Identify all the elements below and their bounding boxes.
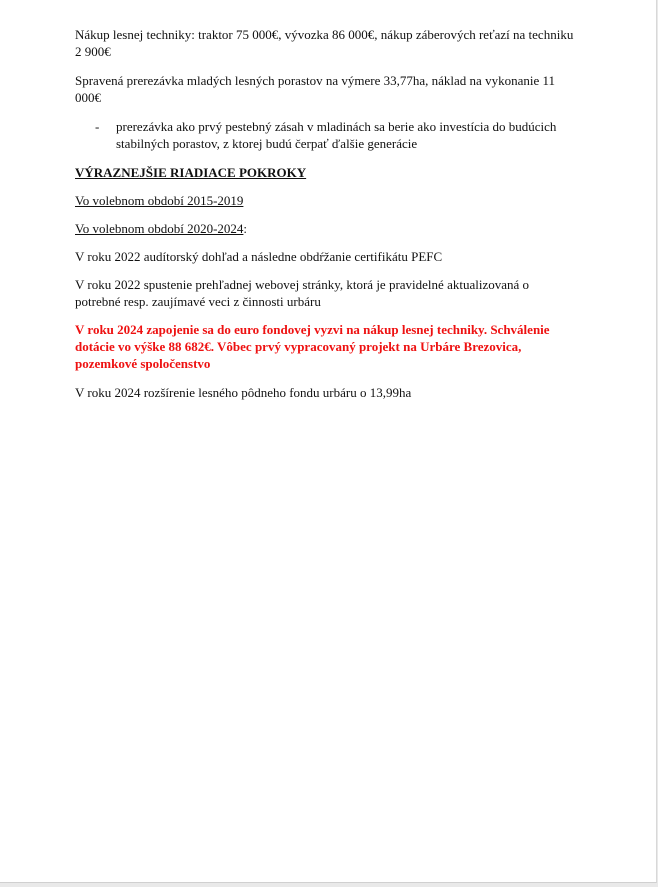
eu-fund-paragraph: V roku 2024 zapojenie sa do euro fondovej vyzvi na nákup lesnej techniky. Schválenie dotácie vo výške 88 682€. Vôbec prvý vypracovaný projekt na Urbáre Brezovica, pozemkové spoločenstvo bbox=[75, 322, 550, 371]
document-body bbox=[75, 26, 575, 412]
period-2020-2024-line bbox=[75, 220, 575, 237]
list-item bbox=[75, 118, 575, 152]
bullet-list bbox=[75, 118, 575, 152]
website-paragraph: V roku 2022 spustenie prehľadnej webovej stránky, ktorá je pravidelné aktualizovaná o potrebné resp. zaujímavé veci z činnosti urbáru bbox=[75, 277, 530, 309]
bullet-dash: - bbox=[95, 119, 100, 134]
period-2015-2019: Vo volebnom období 2015-2019 bbox=[75, 193, 244, 208]
section-heading: VÝRAZNEJŠIE RIADIACE POKROKY bbox=[75, 165, 307, 180]
thinning-paragraph: Spravená prerezávka mladých lesných porastov na výmere 33,77ha, náklad na vykonanie 11 000€ bbox=[75, 73, 555, 105]
machinery-purchase-paragraph: Nákup lesnej techniky: traktor 75 000€, vývozka 86 000€, nákup záberových reťazí na techniku 2 900€ bbox=[75, 27, 574, 59]
land-expansion-paragraph: V roku 2024 rozšírenie lesného pôdneho fondu urbáru o 13,99ha bbox=[75, 385, 412, 400]
period-2020-2024: Vo volebnom období 2020-2024 bbox=[75, 221, 244, 236]
bullet-text: prerezávka ako prvý pestebný zásah v mladinách sa berie ako investícia do budúcich stabilných porastov, z ktorej budú čerpať ďalšie generácie bbox=[116, 119, 557, 151]
period-colon: : bbox=[243, 221, 248, 236]
pefc-paragraph: V roku 2022 audítorský dohľad a následne obdŕžanie certifikátu PEFC bbox=[75, 249, 443, 264]
